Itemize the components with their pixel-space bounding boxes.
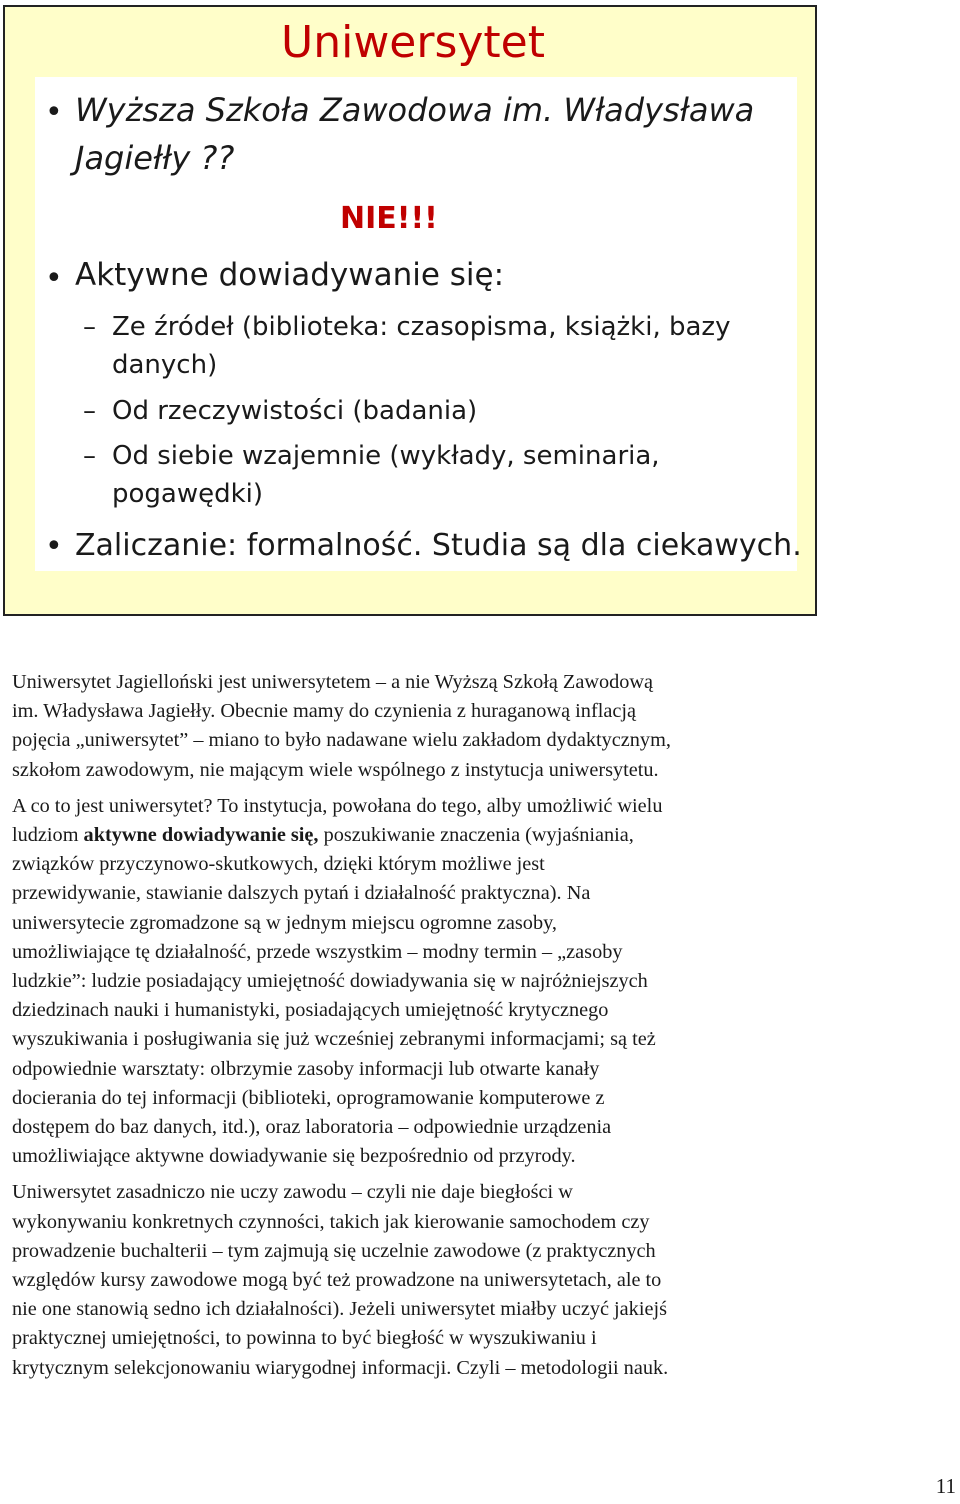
notes-line: Uniwersytet Jagielloński jest uniwersytetem – a nie Wyższą Szkołą Zawodową	[12, 671, 654, 693]
bullet-dot-icon: •	[45, 529, 63, 564]
notes-line: związków przyczynowo-skutkowych, dzięki którym możliwe jest	[12, 853, 545, 876]
notes-line: A co to jest uniwersytet? To instytucja, powołana do tego, alby umożliwić wielu	[12, 794, 663, 817]
bullet-3: Zaliczanie: formalność. Studia są dla ciekawych.	[75, 528, 802, 563]
sub-bullet-3-line-1: Od siebie wzajemnie (wykłady, seminaria,	[112, 441, 660, 471]
notes-line: poszukiwanie znaczenia (wyjaśniania,	[318, 824, 634, 847]
notes-line: ludzkie”: ludzie posiadający umiejętność dowiadywania się w najróżniejszych	[12, 970, 648, 993]
notes-paragraph-2	[12, 792, 832, 1172]
notes-line: ludziom	[12, 824, 84, 847]
sub-bullet-2: Od rzeczywistości (badania)	[112, 396, 478, 426]
bullet-1-line-2: Jagiełły ??	[75, 139, 235, 177]
notes-line: wyszukiwania i posługiwania się już wcześniej zebranymi informacjami; są też	[12, 1028, 656, 1051]
notes-line: umożliwiające aktywne dowiadywanie się bezpośrednio od przyrody.	[12, 1145, 576, 1168]
notes-line: umożliwiające tę działalność, przede wszystkim – modny termin – „zasoby	[12, 940, 623, 963]
notes-line: prowadzenie buchalterii – tym zajmują się uczelnie zawodowe (z praktycznych	[12, 1239, 656, 1262]
notes-paragraph-1	[12, 668, 832, 785]
notes-line: im. Władysława Jagiełły. Obecnie mamy do czynienia z huraganową inflacją	[12, 700, 636, 723]
sub-bullet-3-line-2: pogawędki)	[112, 479, 264, 509]
bullet-dot-icon: •	[45, 261, 63, 296]
sub-bullet-1-line-1: Ze źródeł (biblioteka: czasopisma, książki, bazy	[112, 312, 731, 342]
dash-icon: –	[83, 441, 96, 471]
bullet-2: Aktywne dowiadywanie się:	[75, 257, 505, 293]
notes-line: uniwersytecie zgromadzone są w jednym miejscu ogromne zasoby,	[12, 911, 557, 934]
notes-line: dziedzinach nauki i humanistyki, posiadających umiejętność krytycznego	[12, 999, 609, 1022]
notes-line: dostępem do baz danych, itd.), oraz laboratoria – odpowiednie urządzenia	[12, 1116, 612, 1139]
slide-title: Uniwersytet	[281, 17, 545, 68]
sub-bullet-1-line-2: danych)	[112, 350, 218, 380]
emphasis-text: NIE!!!	[340, 201, 438, 236]
notes-bold-phrase: aktywne dowiadywanie się,	[83, 824, 319, 847]
dash-icon: –	[83, 312, 96, 342]
slide-frame	[3, 5, 817, 616]
notes-line: nie one stanowią sedno ich działalności). Jeżeli uniwersytet miałby uczyć jakiejś	[12, 1298, 667, 1321]
notes-line: przewidywanie, stawianie dalszych pytań i działalność praktyczna). Na	[12, 882, 591, 905]
notes-line: praktycznej umiejętności, to powinna to być biegłość w wyszukiwaniu i	[12, 1327, 597, 1350]
dash-icon: –	[83, 396, 96, 426]
notes-line: Uniwersytet zasadniczo nie uczy zawodu – czyli nie daje biegłości w	[12, 1181, 573, 1204]
notes-line: szkołom zawodowym, nie mającym wiele wspólnego z instytucja uniwersytetu.	[12, 758, 659, 781]
notes-line: pojęcia „uniwersytet” – miano to było nadawane wielu zakładom dydaktycznym,	[12, 729, 671, 752]
notes-paragraph-3	[12, 1178, 832, 1382]
notes-line: docierania do tej informacji (biblioteki, oprogramowanie komputerowe z	[12, 1086, 605, 1109]
notes-line: względów kursy zawodowe mogą być też prowadzone na uniwersytetach, ale to	[12, 1269, 662, 1292]
notes-line: odpowiednie warsztaty: olbrzymie zasoby informacji lub otwarte kanały	[12, 1057, 600, 1080]
page-number: 11	[935, 1474, 956, 1498]
bullet-dot-icon: •	[45, 95, 63, 130]
notes-line: wykonywaniu konkretnych czynności, takich jak kierowanie samochodem czy	[12, 1210, 650, 1233]
bullet-1-line-1: Wyższa Szkoła Zawodowa im. Władysława	[75, 91, 755, 129]
notes-line: krytycznym selekcjonowaniu wiarygodnej informacji. Czyli – metodologii nauk.	[12, 1356, 669, 1379]
notes-text	[12, 668, 832, 1383]
